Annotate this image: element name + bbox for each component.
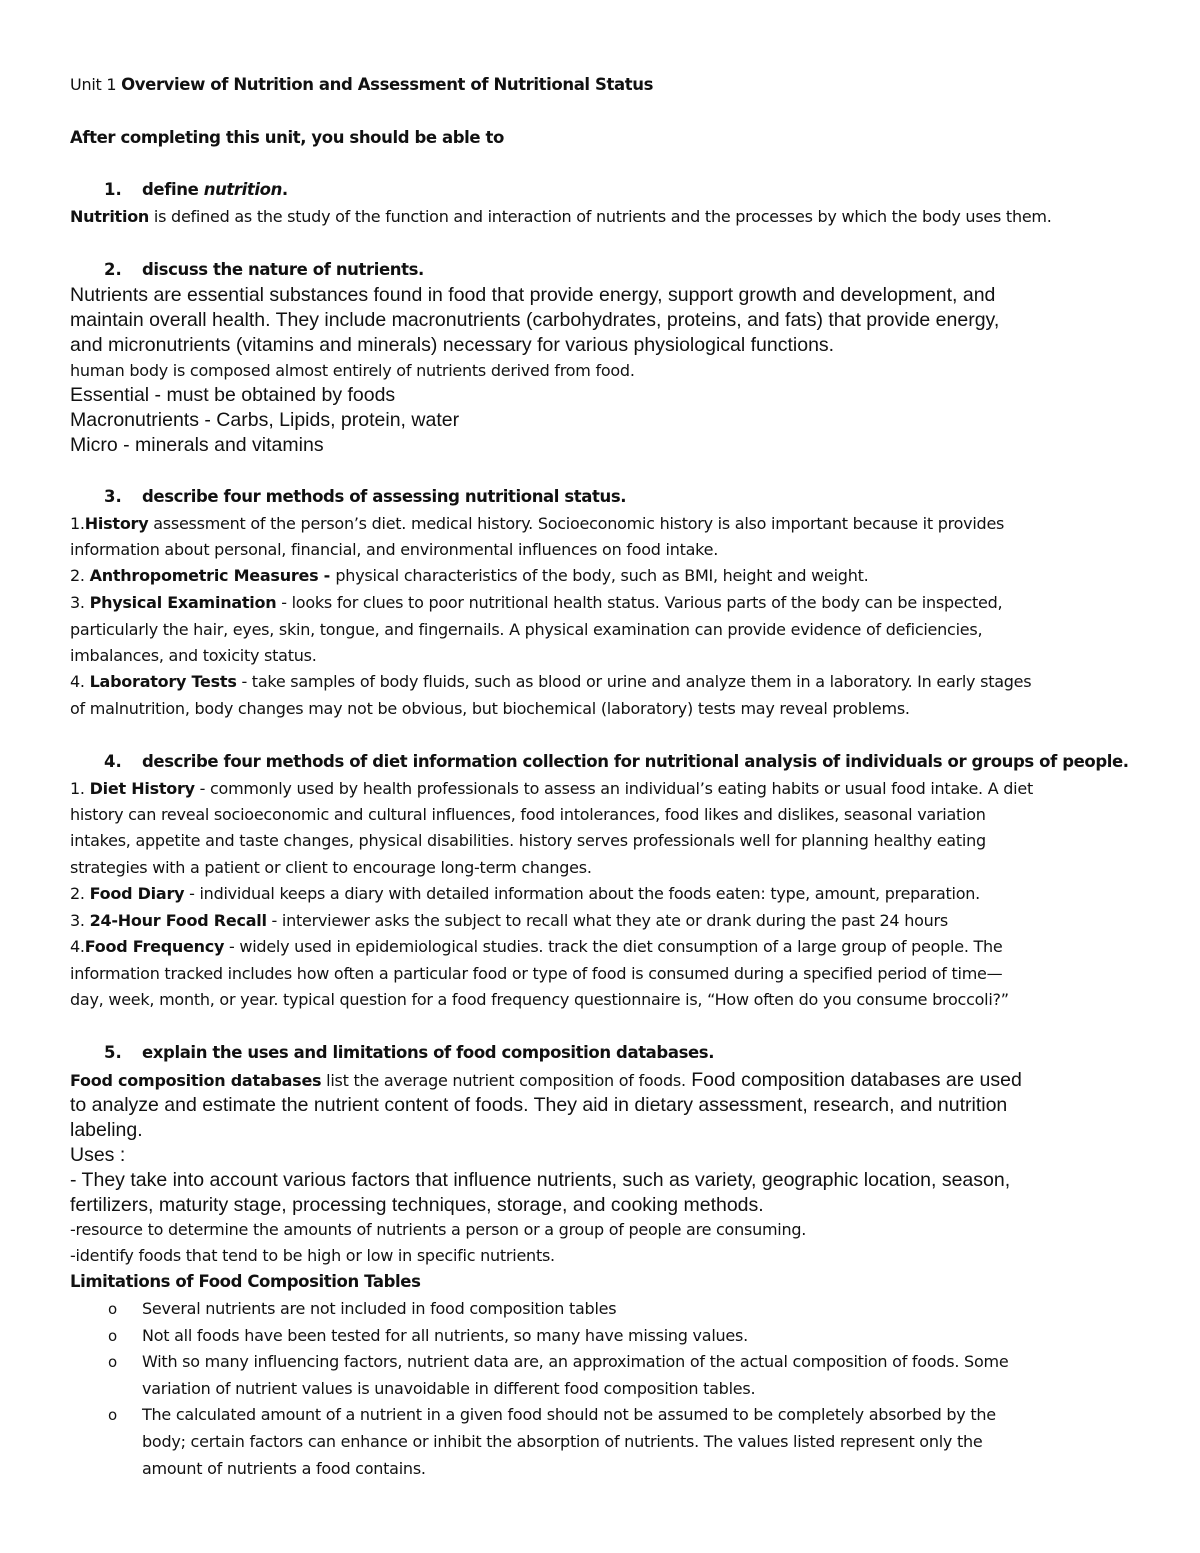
method-physical-exam-text: - looks for clues to poor nutritional health status. Various parts of the body can be inspected,	[276, 593, 1003, 612]
limitation-1: Several nutrients are not included in food composition tables	[142, 1299, 617, 1318]
nutrients-line-6: Macronutrients - Carbs, Lipids, protein, water	[70, 409, 460, 431]
method-physical-exam-line-2: particularly the hair, eyes, skin, tongue, and fingernails. A physical examination can provide evidence of deficiencies,	[70, 620, 983, 639]
food-diary-text: - individual keeps a diary with detailed information about the foods eaten: type, amount, preparation.	[184, 884, 981, 903]
database-term: Food composition databases	[70, 1071, 322, 1090]
limitation-4: The calculated amount of a nutrient in a given food should not be assumed to be completely absorbed by the	[142, 1405, 996, 1424]
method-anthropometric-number: 2.	[70, 566, 90, 585]
diet-history-line-2: history can reveal socioeconomic and cultural influences, food intolerances, food likes and dislikes, seasonal variation	[70, 805, 986, 824]
method-anthropometric-title: Anthropometric Measures -	[89, 566, 336, 585]
nutrients-line-3: and micronutrients (vitamins and minerals) necessary for various physiological functions.	[70, 334, 835, 356]
limitation-3-line-2: variation of nutrient values is unavoidable in different food composition tables.	[142, 1379, 756, 1398]
food-recall-number: 3.	[70, 911, 90, 930]
objective-2-number: 2.	[104, 260, 122, 279]
food-recall-title: 24-Hour Food Recall	[89, 911, 267, 930]
food-frequency	[70, 939, 1003, 955]
method-physical-exam-title: Physical Examination	[89, 593, 277, 612]
method-history-number: 1.	[70, 514, 85, 533]
food-frequency-line-2: information tracked includes how often a particular food or type of food is consumed during a specified period of time—	[70, 964, 1003, 983]
method-history-text: assessment of the person’s diet. medical history. Socioeconomic history is also important because it provides	[148, 514, 1005, 533]
uses-label: Uses :	[70, 1144, 126, 1166]
unit-label: Unit 1	[70, 75, 122, 94]
food-recall-text: - interviewer asks the subject to recall what they ate or drank during the past 24 hours	[266, 911, 948, 930]
uses-line-4: -identify foods that tend to be high or low in specific nutrients.	[70, 1246, 555, 1265]
uses-line-1: - They take into account various factors that influence nutrients, such as variety, geographic location, season,	[70, 1169, 1011, 1191]
food-diary-title: Food Diary	[89, 884, 185, 903]
limitation-4-line-3: amount of nutrients a food contains.	[142, 1459, 426, 1478]
food-diary	[70, 886, 980, 902]
bullet-2: o	[108, 1327, 118, 1345]
nutrition-term: Nutrition	[70, 207, 150, 226]
diet-history-text: - commonly used by health professionals to assess an individual’s eating habits or usual food intake. A diet	[194, 779, 1033, 798]
method-anthropometric-text: physical characteristics of the body, such as BMI, height and weight.	[335, 566, 869, 585]
diet-history-number: 1.	[70, 779, 90, 798]
nutrition-definition	[70, 209, 1052, 225]
method-history-title: History	[84, 514, 149, 533]
objective-1-heading	[142, 182, 288, 199]
method-lab-tests	[70, 674, 1031, 690]
nutrients-line-1: Nutrients are essential substances found in food that provide energy, support growth and development, and	[70, 284, 996, 306]
nutrition-def-text: is defined as the study of the function and interaction of nutrients and the processes by which the body uses them.	[149, 207, 1052, 226]
database-line-3: labeling.	[70, 1119, 143, 1141]
limitation-2: Not all foods have been tested for all nutrients, so many have missing values.	[142, 1326, 748, 1345]
method-lab-tests-text: - take samples of body fluids, such as blood or urine and analyze them in a laboratory. In early stages	[236, 672, 1032, 691]
diet-history-line-4: strategies with a patient or client to encourage long-term changes.	[70, 858, 592, 877]
objective-2-heading: discuss the nature of nutrients.	[142, 260, 424, 279]
food-frequency-text: - widely used in epidemiological studies. track the diet consumption of a large group of people. The	[224, 937, 1003, 956]
food-frequency-line-3: day, week, month, or year. typical question for a food frequency questionnaire is, “How often do you consume broccoli?”	[70, 990, 1009, 1009]
diet-history-line-3: intakes, appetite and taste changes, physical disabilities. history serves professionals well for planning healthy eating	[70, 831, 986, 850]
diet-history-title: Diet History	[89, 779, 195, 798]
bullet-4: o	[108, 1406, 118, 1424]
method-history-line-2: information about personal, financial, and environmental influences on food intake.	[70, 540, 719, 559]
objective-4-heading: describe four methods of diet information collection for nutritional analysis of individuals or groups of people.	[142, 752, 1129, 771]
objective-3-heading: describe four methods of assessing nutritional status.	[142, 487, 627, 506]
objective-5-heading: explain the uses and limitations of food composition databases.	[142, 1043, 715, 1062]
method-anthropometric	[70, 568, 868, 584]
unit-title-text: Overview of Nutrition and Assessment of Nutritional Status	[121, 75, 653, 94]
unit-title	[70, 77, 653, 94]
nutrients-line-7: Micro - minerals and vitamins	[70, 434, 324, 456]
method-physical-exam-number: 3.	[70, 593, 90, 612]
database-def-text: list the average nutrient composition of foods.	[321, 1071, 686, 1090]
method-lab-tests-title: Laboratory Tests	[89, 672, 237, 691]
method-physical-exam-line-3: imbalances, and toxicity status.	[70, 646, 317, 665]
limitation-4-line-2: body; certain factors can enhance or inhibit the absorption of nutrients. The values listed represent only the	[142, 1432, 983, 1451]
objective-1-term: nutrition	[203, 180, 282, 199]
bullet-3: o	[108, 1353, 118, 1371]
food-diary-number: 2.	[70, 884, 90, 903]
food-recall	[70, 913, 948, 929]
food-frequency-number: 4.	[70, 937, 85, 956]
method-history	[70, 516, 1004, 532]
objective-3-number: 3.	[104, 487, 122, 506]
nutrients-line-2: maintain overall health. They include macronutrients (carbohydrates, proteins, and fats) that provide energy,	[70, 309, 1000, 331]
database-def-cont: Food composition databases are used	[685, 1069, 1022, 1091]
objective-5-number: 5.	[104, 1043, 122, 1062]
intro-line: After completing this unit, you should be able to	[70, 128, 504, 147]
objective-1-number: 1.	[104, 180, 122, 199]
objective-1-end: .	[281, 180, 288, 199]
objective-4-number: 4.	[104, 752, 122, 771]
limitations-heading: Limitations of Food Composition Tables	[70, 1272, 421, 1291]
limitation-3: With so many influencing factors, nutrient data are, an approximation of the actual composition of foods. Some	[142, 1352, 1009, 1371]
objective-1-lead: define	[142, 180, 204, 199]
method-lab-tests-number: 4.	[70, 672, 90, 691]
uses-line-2: fertilizers, maturity stage, processing techniques, storage, and cooking methods.	[70, 1194, 764, 1216]
bullet-1: o	[108, 1300, 118, 1318]
uses-line-3: -resource to determine the amounts of nutrients a person or a group of people are consuming.	[70, 1220, 807, 1239]
diet-history	[70, 781, 1033, 797]
method-physical-exam	[70, 595, 1002, 611]
database-line-2: to analyze and estimate the nutrient content of foods. They aid in dietary assessment, research, and nutrition	[70, 1094, 1008, 1116]
food-frequency-title: Food Frequency	[84, 937, 225, 956]
database-definition	[70, 1071, 1022, 1091]
nutrients-line-5: Essential - must be obtained by foods	[70, 384, 396, 406]
nutrients-line-4: human body is composed almost entirely of nutrients derived from food.	[70, 361, 635, 380]
method-lab-tests-line-2: of malnutrition, body changes may not be obvious, but biochemical (laboratory) tests may reveal problems.	[70, 699, 910, 718]
